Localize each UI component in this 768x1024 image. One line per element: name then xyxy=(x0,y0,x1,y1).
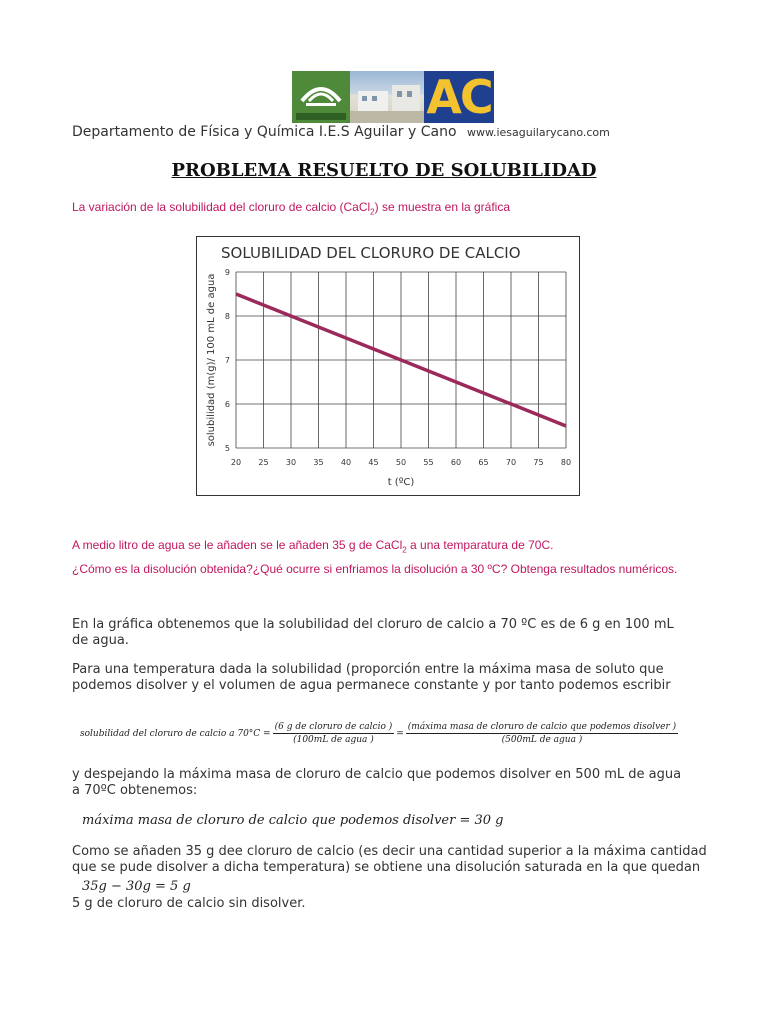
x-tick-label: 75 xyxy=(533,458,544,467)
building-icon xyxy=(350,71,424,123)
intro-text-start: La variación de la solubilidad del cloruro de calcio (CaCl xyxy=(72,200,371,214)
x-tick-label: 20 xyxy=(230,458,242,467)
y-tick-label: 6 xyxy=(224,400,230,409)
fraction-2-denominator: (500mL de agua ) xyxy=(501,735,583,745)
x-tick-label: 65 xyxy=(478,458,489,467)
x-tick-label: 60 xyxy=(450,458,462,467)
x-tick-label: 45 xyxy=(368,458,379,467)
intro-subscript: 2 xyxy=(370,207,375,217)
remaining-mass-equation: 35g − 30g = 5 g xyxy=(82,879,191,894)
fraction-2-numerator: (máxima masa de cloruro de calcio que podemos disolver ) xyxy=(407,722,677,732)
chart-title: SOLUBILIDAD DEL CLORURO DE CALCIO xyxy=(221,244,521,262)
y-tick-label: 8 xyxy=(224,312,230,321)
y-tick-label: 7 xyxy=(224,356,230,365)
y-axis-label: solubilidad (m(g)/ 100 mL de agua xyxy=(206,273,217,447)
fraction-1-numerator: (6 g de cloruro de calcio ) xyxy=(274,722,393,732)
ac-logo xyxy=(424,71,494,123)
question-text-start: A medio litro de agua se le añaden se le añaden 35 g de CaCl xyxy=(72,538,403,552)
answer-paragraph-5: 5 g de cloruro de calcio sin disolver. xyxy=(72,896,306,911)
y-tick-label: 5 xyxy=(224,444,230,453)
ac-logo-text: AC xyxy=(426,70,492,124)
x-tick-label: 80 xyxy=(560,458,572,467)
x-tick-label: 50 xyxy=(395,458,407,467)
intro-text xyxy=(72,200,510,216)
x-tick-label: 40 xyxy=(340,458,352,467)
x-tick-label: 25 xyxy=(258,458,269,467)
solubility-formula xyxy=(80,722,680,745)
max-mass-equation: máxima masa de cloruro de calcio que podemos disolver = 30 g xyxy=(82,813,504,828)
junta-emblem-icon xyxy=(292,71,350,123)
y-tick-label: 9 xyxy=(224,268,230,277)
answer-paragraph-1: En la gráfica obtenemos que la solubilidad del cloruro de calcio a 70 ºC es de 6 g en 100 mL de agua. xyxy=(72,617,674,648)
answer-paragraph-3: y despejando la máxima masa de cloruro de calcio que podemos disolver en 500 mL de agua a 70ºC obtenemos: xyxy=(72,767,682,798)
school-photo xyxy=(350,71,424,123)
formula-fraction-2 xyxy=(406,722,678,745)
x-tick-label: 70 xyxy=(505,458,517,467)
x-tick-label: 30 xyxy=(285,458,297,467)
department-name: Departamento de Física y Química I.E.S Aguilar y Cano xyxy=(72,124,457,140)
junta-andalucia-logo xyxy=(292,71,350,123)
formula-equals: = xyxy=(396,728,404,739)
question-line-1 xyxy=(72,538,553,554)
header-logos xyxy=(292,71,494,123)
formula-fraction-1 xyxy=(273,722,395,745)
solubility-chart xyxy=(196,236,580,496)
intro-text-end: ) se muestra en la gráfica xyxy=(374,200,511,214)
department-line xyxy=(72,124,610,140)
formula-lhs: solubilidad del cloruro de calcio a 70°C = xyxy=(80,728,271,739)
fraction-1-denominator: (100mL de agua ) xyxy=(293,735,374,745)
page-title: PROBLEMA RESUELTO DE SOLUBILIDAD xyxy=(171,160,597,181)
chart-svg xyxy=(197,237,579,495)
question-subscript: 2 xyxy=(402,545,407,555)
answer-paragraph-4: Como se añaden 35 g dee cloruro de calcio (es decir una cantidad superior a la máxima cantidad que se pude disolver a dicha temperatura) se obtiene una disolución saturada en la que quedan xyxy=(72,844,707,875)
website-link[interactable]: www.iesaguilarycano.com xyxy=(466,126,610,139)
x-tick-label: 35 xyxy=(313,458,324,467)
question-line-2: ¿Cómo es la disolución obtenida?¿Qué ocurre si enfriamos la disolución a 30 ºC? Obtenga resultados numéricos. xyxy=(72,562,678,576)
answer-paragraph-2: Para una temperatura dada la solubilidad (proporción entre la máxima masa de soluto que podemos disolver y el volumen de agua permanece constante y por tanto podemos escribir xyxy=(72,662,671,693)
question-text-end: a una temparatura de 70C. xyxy=(406,538,554,552)
x-tick-label: 55 xyxy=(423,458,434,467)
x-axis-label: t (ºC) xyxy=(387,477,415,488)
